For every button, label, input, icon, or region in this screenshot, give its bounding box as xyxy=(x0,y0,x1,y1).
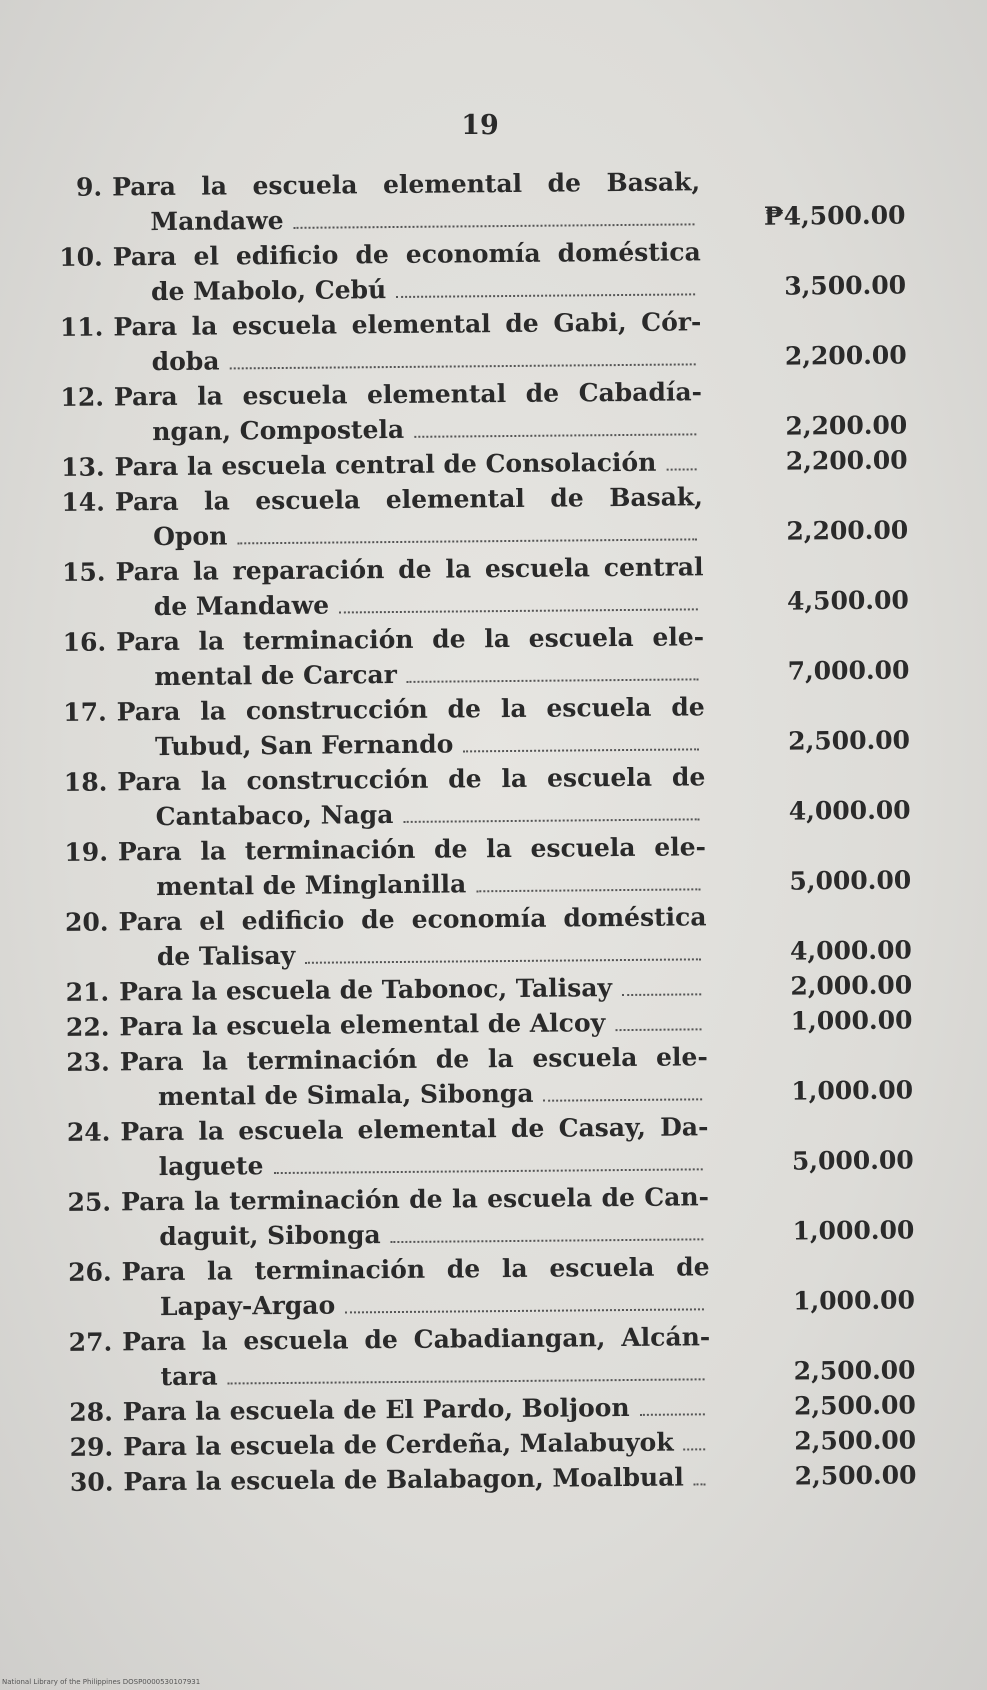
dot-leader xyxy=(463,747,699,752)
dot-leader xyxy=(396,292,695,298)
description-line: Para el edificio de economía doméstica xyxy=(118,902,707,937)
dot-leader xyxy=(305,957,701,963)
dot-leader xyxy=(640,1412,705,1416)
item-number: 17. xyxy=(63,697,107,727)
description-line: de Talisay xyxy=(156,940,296,972)
dot-leader xyxy=(237,537,697,544)
list-item xyxy=(55,757,926,835)
item-amount: 2,200.00 xyxy=(784,340,907,371)
description-line: Tubud, San Fernando xyxy=(154,729,454,762)
description-line: Para la terminación de la escuela ele- xyxy=(119,1042,708,1077)
description-line: Para la escuela de El Pardo, Boljoon xyxy=(122,1392,630,1427)
description-line: mental de Minglanilla xyxy=(156,869,467,902)
dot-leader xyxy=(294,222,695,228)
description-line: Para la escuela de Cerdeña, Malabuyok xyxy=(123,1427,674,1462)
item-amount: 2,500.00 xyxy=(793,1390,916,1421)
item-description xyxy=(115,479,704,554)
list-item xyxy=(58,1107,929,1185)
description-line: Para la construcción de la escuela de xyxy=(117,762,706,797)
item-number: 11. xyxy=(59,312,104,342)
list-item xyxy=(56,897,927,975)
description-line: Para la reparación de la escuela central xyxy=(115,552,704,587)
list-item xyxy=(51,302,922,380)
dot-leader xyxy=(615,1027,701,1031)
item-description xyxy=(123,1459,711,1499)
item-number: 20. xyxy=(64,907,109,937)
list-item xyxy=(58,1037,929,1115)
dot-leader xyxy=(403,817,699,823)
description-line: Para la terminación de la escuela de Can- xyxy=(120,1182,710,1217)
item-number: 14. xyxy=(61,487,106,517)
item-number: 22. xyxy=(65,1012,110,1042)
item-amount: 2,200.00 xyxy=(786,515,909,546)
dot-leader xyxy=(273,1167,702,1174)
item-number: 24. xyxy=(66,1117,111,1147)
description-line: Lapay-Argao xyxy=(159,1290,336,1322)
dot-leader xyxy=(544,1097,703,1101)
dot-leader xyxy=(228,1377,705,1384)
list-item xyxy=(53,547,924,625)
description-line: de Mabolo, Cebú xyxy=(150,275,387,307)
item-description xyxy=(116,619,705,694)
item-description xyxy=(122,1319,711,1394)
page-number: 19 xyxy=(461,110,499,141)
description-line: Para la terminación de la escuela ele- xyxy=(117,832,707,867)
description-line: doba xyxy=(151,346,220,377)
item-amount: 2,500.00 xyxy=(794,1425,917,1456)
list-item xyxy=(53,477,924,555)
item-amount: 1,000.00 xyxy=(792,1285,916,1316)
dot-leader xyxy=(414,432,696,437)
description-line: Para la terminación de la escuela de xyxy=(121,1252,710,1287)
item-number: 29. xyxy=(69,1432,114,1462)
item-description xyxy=(117,689,706,764)
description-line: Para la escuela elemental de Cabadía- xyxy=(113,377,703,412)
item-description xyxy=(120,1109,709,1184)
dot-leader xyxy=(694,1482,706,1485)
list-item xyxy=(61,1457,931,1500)
item-amount: 7,000.00 xyxy=(787,655,910,686)
item-description xyxy=(121,1179,710,1254)
dot-leader xyxy=(230,362,696,369)
description-line: tara xyxy=(160,1361,218,1392)
description-line: Para la escuela elemental de Basak, xyxy=(114,482,704,517)
dot-leader xyxy=(407,677,699,683)
description-line: Para la escuela de Balabagon, Moalbual xyxy=(123,1462,684,1497)
item-number: 23. xyxy=(66,1047,110,1077)
item-amount: 1,000.00 xyxy=(790,1005,913,1036)
item-description xyxy=(120,1039,709,1114)
description-line: Cantabaco, Naga xyxy=(155,800,394,832)
list-item xyxy=(60,1317,931,1395)
item-amount: 2,200.00 xyxy=(785,410,908,441)
item-amount: 5,000.00 xyxy=(791,1145,914,1176)
dot-leader xyxy=(345,1307,704,1313)
item-number: 21. xyxy=(65,977,110,1007)
item-number: 30. xyxy=(69,1467,114,1497)
item-description xyxy=(123,1389,711,1429)
list-item xyxy=(51,232,922,310)
scan-footer: National Library of the Philippines DOSP0000530107931 xyxy=(2,1678,201,1686)
item-description xyxy=(117,759,706,834)
dot-leader xyxy=(476,887,700,892)
description-line: mental de Carcar xyxy=(154,659,397,692)
item-number: 16. xyxy=(62,627,107,657)
description-line: daguit, Sibonga xyxy=(159,1220,381,1252)
item-description xyxy=(121,1249,710,1324)
dot-leader xyxy=(339,607,698,613)
item-number: 28. xyxy=(69,1397,113,1427)
item-amount: 4,500.00 xyxy=(786,585,909,616)
item-amount: 4,000.00 xyxy=(788,795,911,826)
description-line: Para la construcción de la escuela de xyxy=(116,692,705,727)
description-line: Para la escuela elemental de Casay, Da- xyxy=(120,1112,709,1147)
description-line: Para la escuela central de Consolación xyxy=(114,447,657,482)
item-number: 12. xyxy=(60,382,105,412)
item-amount: 1,000.00 xyxy=(791,1075,914,1106)
description-line: Para la escuela de Cabadiangan, Alcán- xyxy=(122,1322,711,1357)
list-item xyxy=(59,1177,930,1255)
item-number: 15. xyxy=(61,557,106,587)
item-amount: 3,500.00 xyxy=(784,270,907,301)
item-description xyxy=(113,304,702,379)
item-number: 26. xyxy=(67,1257,112,1287)
list-item xyxy=(52,372,923,450)
description-line: Para la terminación de la escuela ele- xyxy=(115,622,705,657)
item-description xyxy=(118,829,707,904)
list-item xyxy=(56,827,927,905)
list-item xyxy=(50,162,921,240)
description-line: de Mandawe xyxy=(153,590,330,622)
description-line: ngan, Compostela xyxy=(152,414,405,447)
item-description xyxy=(112,164,701,239)
description-line: Opon xyxy=(153,521,228,552)
item-description xyxy=(114,444,702,484)
item-number: 10. xyxy=(59,242,103,272)
item-number: 25. xyxy=(67,1187,112,1217)
list-item xyxy=(59,1247,930,1325)
item-description xyxy=(118,899,707,974)
item-description xyxy=(123,1424,711,1464)
description-line: Para la escuela elemental de Basak, xyxy=(112,167,701,202)
description-line: Para la escuela de Tabonoc, Talisay xyxy=(119,973,613,1007)
item-amount: ₱4,500.00 xyxy=(763,200,906,231)
dot-leader xyxy=(666,467,696,470)
item-number: 9. xyxy=(75,172,103,202)
appropriation-list xyxy=(50,162,932,1500)
description-line: mental de Simala, Sibonga xyxy=(157,1078,534,1112)
item-number: 13. xyxy=(60,452,105,482)
item-amount: 2,000.00 xyxy=(790,970,913,1001)
item-amount: 2,200.00 xyxy=(785,445,908,476)
item-description xyxy=(119,969,707,1009)
dot-leader xyxy=(391,1237,704,1243)
list-item xyxy=(54,617,925,695)
dot-leader xyxy=(684,1447,706,1450)
description-line: Para el edificio de economía doméstica xyxy=(112,237,701,272)
list-item xyxy=(55,687,926,765)
description-line: laguete xyxy=(158,1151,264,1182)
item-number: 27. xyxy=(68,1327,113,1357)
item-description xyxy=(114,374,703,449)
description-line: Para la escuela elemental de Gabi, Cór- xyxy=(113,307,702,342)
item-amount: 1,000.00 xyxy=(792,1215,915,1246)
item-amount: 5,000.00 xyxy=(789,865,912,896)
item-amount: 2,500.00 xyxy=(788,725,911,756)
item-description xyxy=(119,1004,707,1044)
description-line: Mandawe xyxy=(150,205,284,237)
item-amount: 2,500.00 xyxy=(794,1460,917,1491)
item-description xyxy=(113,234,702,309)
description-line: Para la escuela elemental de Alcoy xyxy=(119,1008,606,1042)
item-number: 18. xyxy=(63,767,108,797)
item-number: 19. xyxy=(64,837,109,867)
item-description xyxy=(115,549,704,624)
item-amount: 2,500.00 xyxy=(793,1355,916,1386)
item-amount: 4,000.00 xyxy=(789,935,912,966)
dot-leader xyxy=(622,992,701,996)
